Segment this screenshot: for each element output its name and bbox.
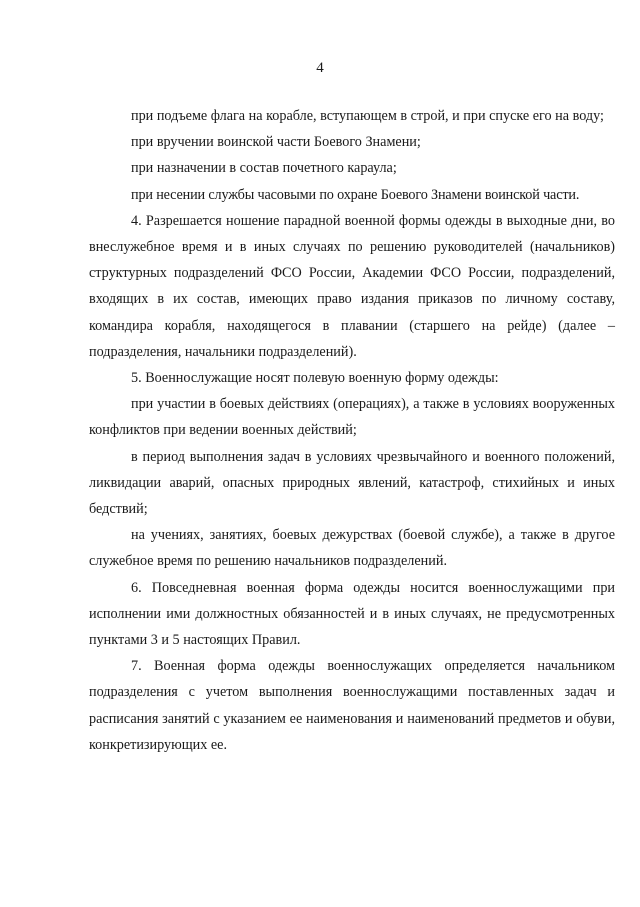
paragraph-item-5: 5. Военнослужащие носят полевую военную форму одежды: (131, 370, 499, 387)
paragraph-banner-presentation: при вручении воинской части Боевого Знамени; (131, 134, 421, 151)
paragraph-item-4: 4. Разрешается ношение парадной военной формы одежды в выходные дни, во внеслужебное время и в иных случаях по решению руководителей (начальников) структурных подразделений ФСО России, Академии ФСО России, подразделений, входящих в их состав, имеющих право издания приказов по личному составу, командира корабля, находящегося в плавании (старшего на рейде) (далее – подразделения, начальники подразделений). (89, 212, 615, 360)
paragraph-emergency-tasks: в период выполнения задач в условиях чрезвычайного и военного положений, ликвидации аварий, опасных природных явлений, катастроф, стихийных и иных бедствий; (89, 448, 615, 518)
page-number: 4 (316, 60, 324, 76)
paragraph-combat-operations: при участии в боевых действиях (операциях), а также в условиях вооруженных конфликтов при ведении военных действий; (89, 396, 615, 439)
paragraph-item-7: 7. Военная форма одежды военнослужащих определяется начальником подразделения с учетом выполнения военнослужащими поставленных задач и расписания занятий с указанием ее наименования и наименований предметов и обуви, конкретизирующих ее. (89, 658, 615, 753)
paragraph-flag-raising: при подъеме флага на корабле, вступающем в строй, и при спуске его на воду; (131, 108, 604, 124)
paragraph-sentry-duty: при несении службы часовыми по охране Боевого Знамени воинской части. (131, 186, 580, 203)
document-body (89, 103, 615, 758)
paragraph-exercises: на учениях, занятиях, боевых дежурствах (боевой службе), а также в другое служебное время по решению начальников подразделений. (89, 527, 615, 570)
paragraph-honor-guard: при назначении в состав почетного караула; (131, 160, 397, 177)
paragraph-item-6: 6. Повседневная военная форма одежды носится военнослужащими при исполнении ими должностных обязанностей и в иных случаях, не предусмотренных пунктами 3 и 5 настоящих Правил. (89, 579, 615, 649)
